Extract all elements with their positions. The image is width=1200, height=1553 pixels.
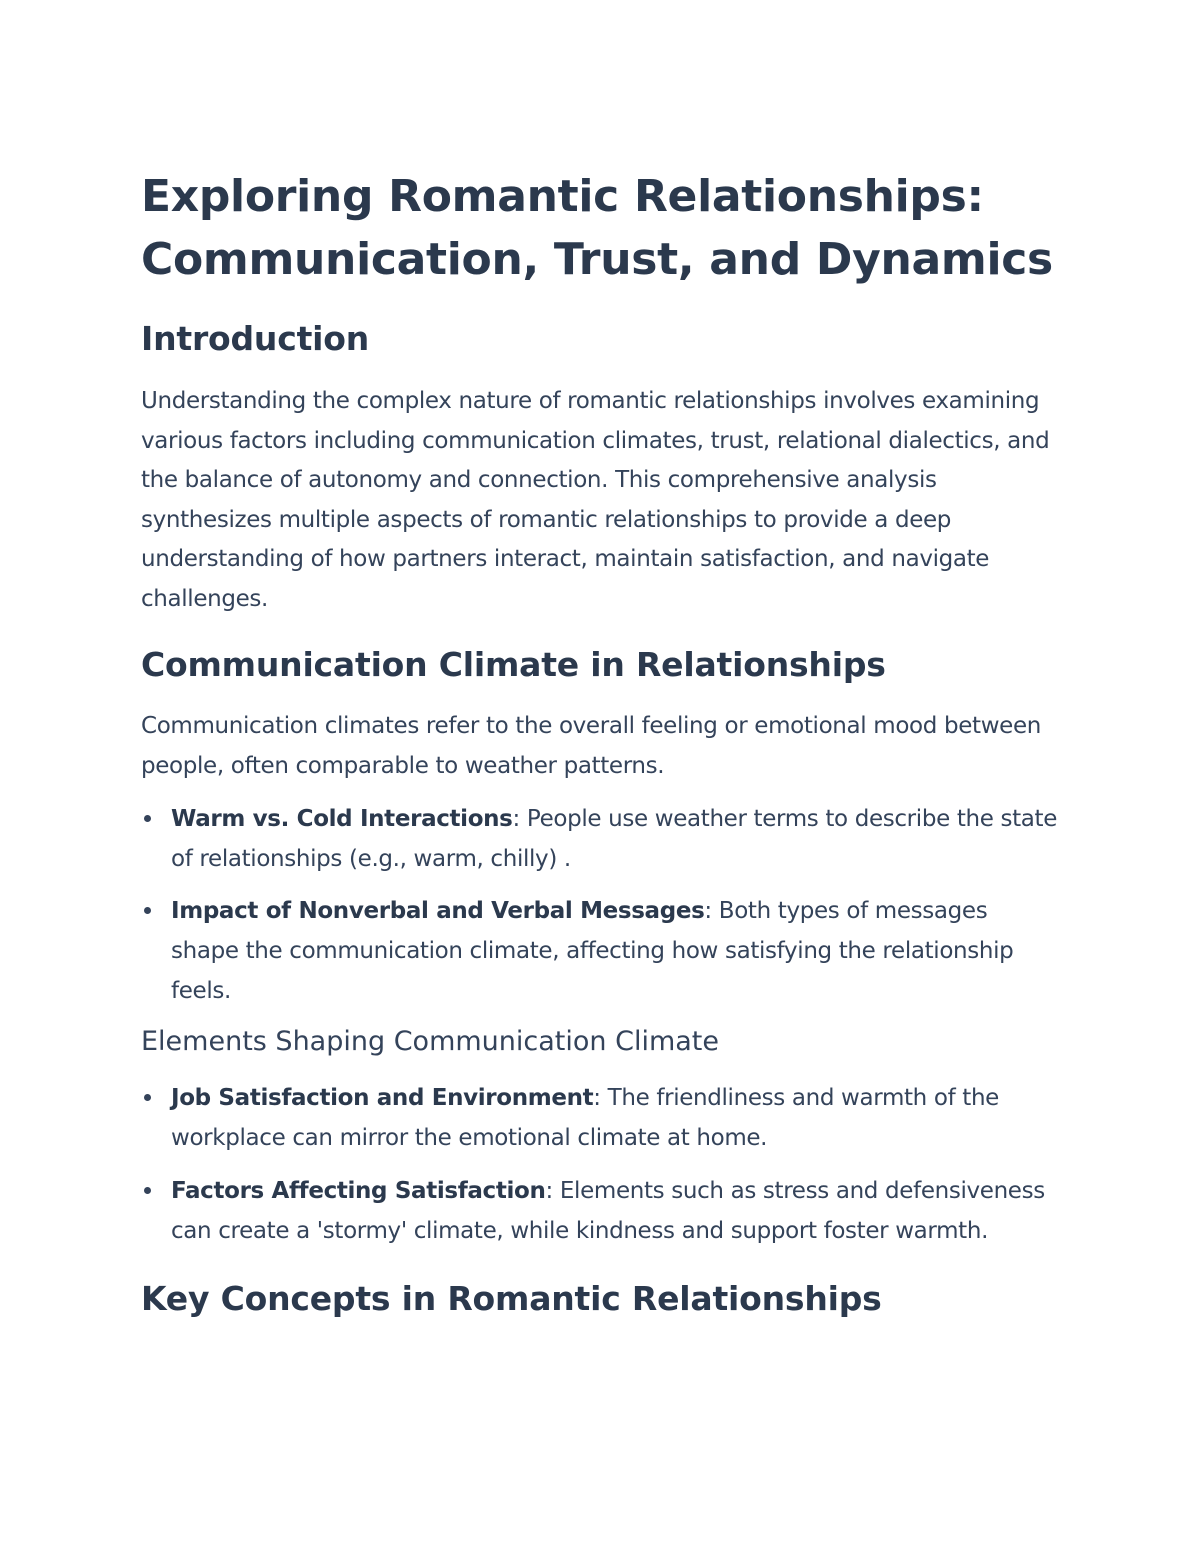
list-item-term: Factors Affecting Satisfaction [171, 1178, 546, 1204]
document-title-line-1: Exploring Romantic Relationships: [141, 171, 984, 222]
bullet-icon [144, 1094, 151, 1101]
key-concepts-heading: Key Concepts in Romantic Relationships [141, 1279, 882, 1318]
list-item-text: : Elements such as stress and defensiveness can create a 'stormy' climate, while kindness and support foster warmth. [171, 1178, 1045, 1244]
list-item-text: : Both types of messages shape the communication climate, affecting how satisfying the relationship feels. [171, 898, 1014, 1004]
bullet-icon [144, 815, 151, 822]
document-page [141, 165, 1061, 1321]
elements-shaping-list [141, 1078, 1061, 1251]
document-title [141, 165, 1061, 291]
list-item-term: Warm vs. Cold Interactions [171, 806, 513, 832]
list-item [141, 1078, 1061, 1158]
communication-climate-list [141, 799, 1061, 1011]
introduction-heading: Introduction [141, 319, 370, 358]
introduction-paragraph: Understanding the complex nature of romantic relationships involves examining various factors including communication climates, trust, relational dialectics, and the balance of autonomy and connection. This comprehensive analysis synthesizes multiple aspects of romantic relationships to provide a deep understanding of how partners interact, maintain satisfaction, and navigate challenges. [141, 388, 1050, 612]
bullet-icon [144, 1187, 151, 1194]
list-item [141, 1171, 1061, 1251]
list-item-term: Job Satisfaction and Environment [171, 1085, 594, 1111]
communication-climate-heading: Communication Climate in Relationships [141, 645, 886, 684]
list-item [141, 891, 1061, 1011]
elements-shaping-heading: Elements Shaping Communication Climate [141, 1026, 719, 1057]
bullet-icon [144, 907, 151, 914]
list-item-text: : The friendliness and warmth of the workplace can mirror the emotional climate at home. [171, 1085, 999, 1151]
list-item-term: Impact of Nonverbal and Verbal Messages [171, 898, 705, 924]
document-title-line-2: Communication, Trust, and Dynamics [141, 234, 1053, 285]
communication-climate-paragraph: Communication climates refer to the overall feeling or emotional mood between people, often comparable to weather patterns. [141, 713, 1041, 779]
list-item [141, 799, 1061, 879]
list-item-text: : People use weather terms to describe the state of relationships (e.g., warm, chilly) . [171, 806, 1058, 872]
